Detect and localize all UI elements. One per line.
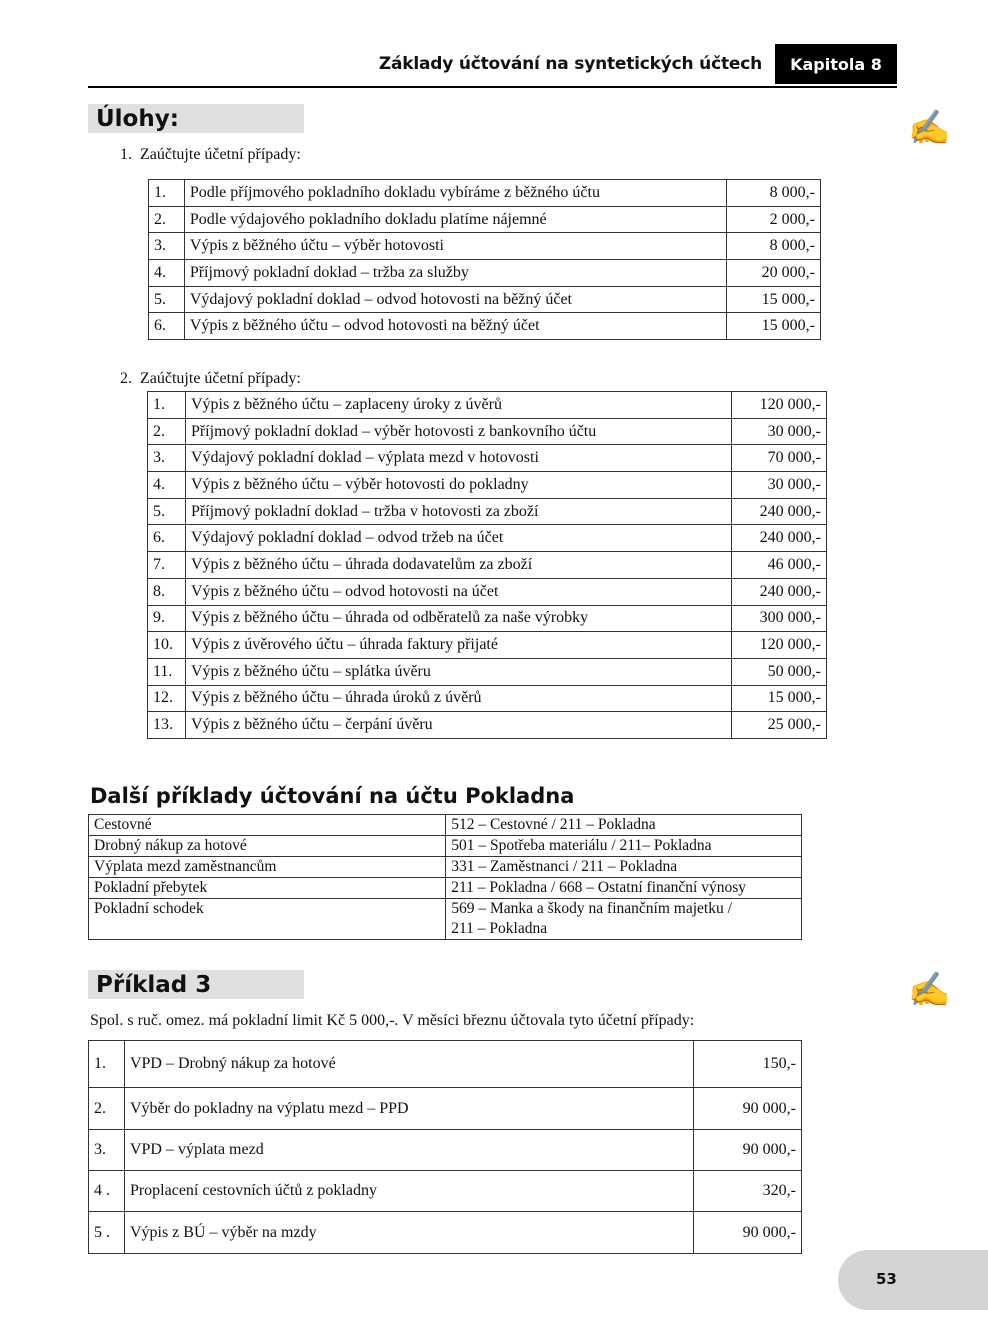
cell-number: 2. <box>148 418 186 445</box>
cell-amount: 46 000,- <box>732 552 827 579</box>
cell-description: VPD – výplata mezd <box>124 1130 693 1171</box>
cell-description: Výběr do pokladny na výplatu mezd – PPD <box>124 1088 693 1130</box>
cell-number: 2. <box>89 1088 125 1130</box>
cell-description: Výpis z běžného účtu – úhrada úroků z úvěrů <box>185 685 731 712</box>
cell-number: 11. <box>148 658 186 685</box>
account-entry: 512 – Cestovné / 211 – Pokladna <box>451 816 656 833</box>
page-number: 53 <box>876 1270 897 1288</box>
cell-number: 9. <box>148 605 186 632</box>
case-label: Pokladní schodek <box>94 900 204 917</box>
case-label: Cestovné <box>94 816 152 833</box>
cell-amount: 120 000,- <box>732 632 827 659</box>
account-entry: 211 – Pokladna <box>451 920 548 937</box>
cell-number: 4. <box>148 472 186 499</box>
cell-description <box>446 878 802 899</box>
task2-label: 2. Zaúčtujte účetní případy: <box>120 370 301 387</box>
cell-description: Proplacení cestovních účtů z pokladny <box>124 1171 693 1212</box>
cell-amount: 15 000,- <box>727 313 821 340</box>
cell-description <box>446 815 802 836</box>
account-entry: 501 – Spotřeba materiálu / 211– Pokladna <box>451 837 712 854</box>
cell-amount: 90 000,- <box>694 1130 802 1171</box>
cell-description: Výpis z běžného účtu – splátka úvěru <box>185 658 731 685</box>
cell-description: Výpis z úvěrového účtu – úhrada faktury přijaté <box>185 632 731 659</box>
cell-description: Podle výdajového pokladního dokladu platíme nájemné <box>184 206 727 233</box>
cell-description: Výdajový pokladní doklad – výplata mezd v hotovosti <box>185 445 731 472</box>
cell-number: 4. <box>149 260 185 287</box>
table-row <box>148 418 827 445</box>
account-entry: 331 – Zaměstnanci / 211 – Pokladna <box>451 858 678 875</box>
cell-amount: 120 000,- <box>732 392 827 419</box>
table-row <box>89 1041 802 1088</box>
cell-description: Výpis z běžného účtu – čerpání úvěru <box>185 712 731 739</box>
task1-label: 1. Zaúčtujte účetní případy: <box>120 146 301 163</box>
table-row <box>149 206 821 233</box>
pokladna-table <box>88 814 802 940</box>
cell-number: 2. <box>149 206 185 233</box>
cell-description: Výpis z BÚ – výběr na mzdy <box>124 1212 693 1254</box>
priklad3-intro: Spol. s ruč. omez. má pokladní limit Kč 5 000,-. V měsíci březnu účtovala tyto účetní případy: <box>90 1012 695 1029</box>
cell-description: Výpis z běžného účtu – úhrada od odběratelů za naše výrobky <box>185 605 731 632</box>
cell-number: 1. <box>148 392 186 419</box>
task2-table <box>147 391 827 739</box>
table-row <box>148 685 827 712</box>
cell-number: 1. <box>149 180 185 207</box>
cell-number: 5. <box>149 286 185 313</box>
cell-amount: 300 000,- <box>732 605 827 632</box>
table-row <box>148 498 827 525</box>
cell-amount: 30 000,- <box>732 418 827 445</box>
table-row <box>148 605 827 632</box>
cell-description: Výpis z běžného účtu – zaplaceny úroky z úvěrů <box>185 392 731 419</box>
cell-amount: 25 000,- <box>732 712 827 739</box>
case-label: Pokladní přebytek <box>94 879 208 896</box>
table-row <box>89 878 802 899</box>
table-row <box>148 445 827 472</box>
pencil-envelope-icon: ✍ <box>908 110 951 147</box>
table-row <box>89 836 802 857</box>
table-row <box>89 1212 802 1254</box>
case-label: Drobný nákup za hotové <box>94 837 247 854</box>
table-row <box>148 632 827 659</box>
table-row <box>149 233 821 260</box>
table-row <box>149 313 821 340</box>
cell-amount: 15 000,- <box>732 685 827 712</box>
account-entry: 569 – Manka a škody na finančním majetku / <box>451 900 732 917</box>
cell-description: Výpis z běžného účtu – výběr hotovosti <box>184 233 727 260</box>
table-row <box>89 815 802 836</box>
cell-amount: 30 000,- <box>732 472 827 499</box>
cell-amount: 8 000,- <box>727 233 821 260</box>
cell-amount: 240 000,- <box>732 578 827 605</box>
cell-number: 8. <box>148 578 186 605</box>
cell-description <box>446 899 802 940</box>
cell-description: Příjmový pokladní doklad – výběr hotovosti z bankovního účtu <box>185 418 731 445</box>
cell-number: 10. <box>148 632 186 659</box>
table-row <box>148 658 827 685</box>
cell-amount: 320,- <box>694 1171 802 1212</box>
cell-number: 3. <box>89 1130 125 1171</box>
cell-number: 6. <box>148 525 186 552</box>
table-row <box>89 1130 802 1171</box>
cell-description: Výpis z běžného účtu – odvod hotovosti na účet <box>185 578 731 605</box>
cell-description: Výpis z běžného účtu – výběr hotovosti do pokladny <box>185 472 731 499</box>
cell-number: 12. <box>148 685 186 712</box>
cell-number: 1. <box>89 1041 125 1088</box>
task1-table <box>148 179 821 340</box>
cell-number: 5 . <box>89 1212 125 1254</box>
table-row <box>89 1171 802 1212</box>
cell-number <box>89 878 446 899</box>
table-row <box>149 286 821 313</box>
section-heading-ulohy: Úlohy: <box>88 104 304 133</box>
cell-amount: 50 000,- <box>732 658 827 685</box>
cell-number: 3. <box>149 233 185 260</box>
cell-description <box>446 836 802 857</box>
cell-description: Výpis z běžného účtu – odvod hotovosti na běžný účet <box>184 313 727 340</box>
cell-amount: 15 000,- <box>727 286 821 313</box>
pokladna-heading: Další příklady účtování na účtu Pokladna <box>90 784 575 808</box>
cell-description: Výdajový pokladní doklad – odvod tržeb na účet <box>185 525 731 552</box>
table-row <box>148 712 827 739</box>
header-rule <box>88 86 897 88</box>
cell-amount: 90 000,- <box>694 1088 802 1130</box>
table-row <box>148 525 827 552</box>
cell-number: 4 . <box>89 1171 125 1212</box>
cell-amount: 90 000,- <box>694 1212 802 1254</box>
table-row <box>148 552 827 579</box>
cell-number: 7. <box>148 552 186 579</box>
cell-amount: 240 000,- <box>732 525 827 552</box>
running-header-title: Základy účtování na syntetických účtech <box>378 54 762 74</box>
cell-description: VPD – Drobný nákup za hotové <box>124 1041 693 1088</box>
chapter-label: Kapitola 8 <box>775 44 897 84</box>
case-label: Výplata mezd zaměstnancům <box>94 858 277 875</box>
table-row <box>148 392 827 419</box>
cell-amount: 240 000,- <box>732 498 827 525</box>
table-row <box>148 578 827 605</box>
table-row <box>89 899 802 940</box>
cell-number: 6. <box>149 313 185 340</box>
cell-description: Příjmový pokladní doklad – tržba za služby <box>184 260 727 287</box>
cell-amount: 150,- <box>694 1041 802 1088</box>
cell-number <box>89 899 446 940</box>
cell-description: Výdajový pokladní doklad – odvod hotovosti na běžný účet <box>184 286 727 313</box>
table-row <box>148 472 827 499</box>
cell-number <box>89 857 446 878</box>
cell-number: 3. <box>148 445 186 472</box>
cell-description: Podle příjmového pokladního dokladu vybíráme z běžného účtu <box>184 180 727 207</box>
cell-amount: 8 000,- <box>727 180 821 207</box>
section-heading-priklad3: Příklad 3 <box>88 970 304 999</box>
cell-description <box>446 857 802 878</box>
account-entry: 211 – Pokladna / 668 – Ostatní finanční výnosy <box>451 879 746 896</box>
table-row <box>149 260 821 287</box>
cell-amount: 70 000,- <box>732 445 827 472</box>
cell-number <box>89 836 446 857</box>
table-row <box>149 180 821 207</box>
cell-number: 5. <box>148 498 186 525</box>
page-number-tab <box>838 1250 988 1310</box>
cell-description: Výpis z běžného účtu – úhrada dodavatelům za zboží <box>185 552 731 579</box>
cell-amount: 2 000,- <box>727 206 821 233</box>
priklad3-table <box>88 1040 802 1254</box>
table-row <box>89 857 802 878</box>
cell-description: Příjmový pokladní doklad – tržba v hotovosti za zboží <box>185 498 731 525</box>
writing-hand-icon: ✍ <box>908 972 951 1009</box>
cell-number: 13. <box>148 712 186 739</box>
cell-number <box>89 815 446 836</box>
cell-amount: 20 000,- <box>727 260 821 287</box>
table-row <box>89 1088 802 1130</box>
